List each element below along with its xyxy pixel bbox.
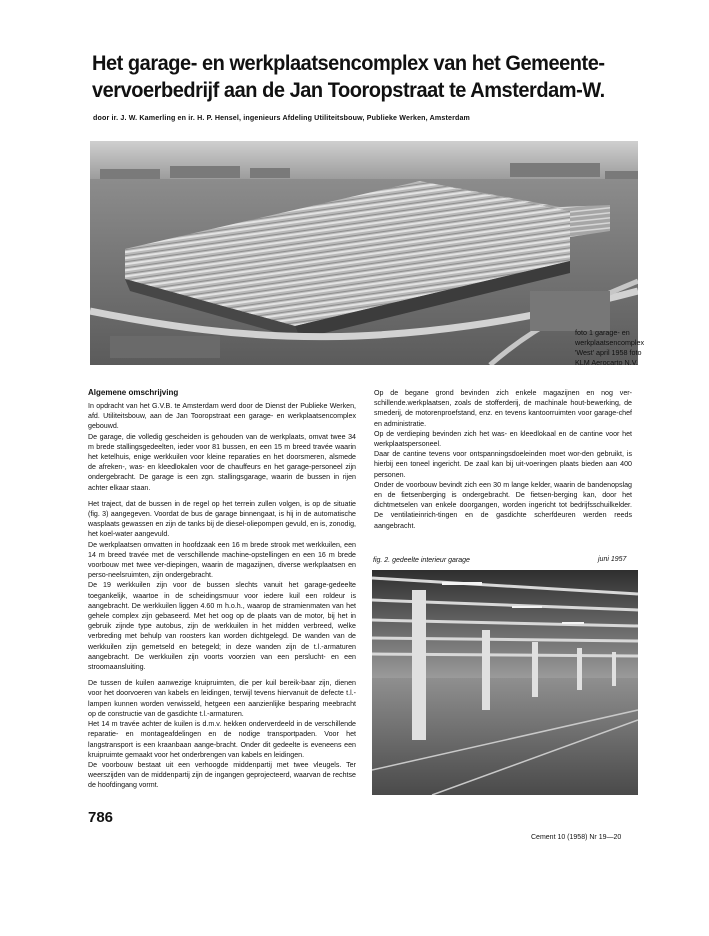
title-line-2: vervoerbedrijf aan de Jan Tooropstraat te Amsterdam-W. — [92, 78, 605, 102]
paragraph: De werkplaatsen omvatten in hoofdzaak een 16 m brede strook met werkkuilen, een 14 m breed travée met de verschillende machine-opstellingen en een 16 m brede voorbouw met twee ver-diepingen, waarin de magazijnen, diverse werkplaatsen en perso-neelsruimten, zijn ondergebracht. — [88, 540, 356, 580]
left-column-text — [88, 401, 356, 797]
journal-reference: Cement 10 (1958) Nr 19—20 — [531, 834, 622, 841]
article-title — [92, 50, 613, 104]
paragraph: De tussen de kuilen aanwezige kruipruimten, die per kuil bereik-baar zijn, dienen voor het doorvoeren van kabels en leidingen, terwijl tevens hiervanuit de defecte t.l.-lampen kunnen worden verwisseld, hetgeen een aanzienlijke besparing meebracht op de constructie van de gasdichte t.l.-armaturen. — [88, 679, 356, 718]
paragraph: Op de verdieping bevinden zich het was- en kleedlokaal en de cantine voor het werkplaatspersoneel. — [374, 429, 632, 449]
caption-line: foto 1 garage- en — [575, 328, 630, 337]
interior-garage-photo — [372, 570, 638, 795]
paragraph: Op de begane grond bevinden zich enkele magazijnen en nog ver-schillende.werkplaatsen, zoals de stofferderij, de machinale hout-bewerking, de smederij, de motorenproefstand, enz. en tevens kantoorruimten voor garage-chef en administratie. — [374, 389, 632, 428]
section-heading: Algemene omschrijving — [88, 388, 179, 397]
page-number: 786 — [88, 809, 114, 826]
photo-1-caption — [575, 328, 665, 368]
paragraph: Het traject, dat de bussen in de regel op het terrein zullen volgen, is op de situatie (fig. 3) aangegeven. Voordat de bus de garage binnengaat, is hij in de automatische wasplaats gewassen en zijn de tanks bij de diesel-oliepompen gevuld, en is, zonodig, het koel-water aangevuld. — [88, 499, 356, 539]
caption-line: 'West' april 1958 foto — [575, 348, 642, 357]
paragraph: Onder de voorbouw bevindt zich een 30 m lange kelder, waarin de bandenopslag en de fietsenberging is ondergebracht. De fietsen-berging kan, door het dichtmetselen van enkele doorgangen, worden ingericht tot bedrijfsschuilkelder. De ventilatieinrich-tingen en de gasdichte scherfdeuren werden reeds aangebracht. — [374, 480, 632, 530]
figure-2-date: juni 1957 — [598, 556, 627, 563]
paragraph: Het 14 m travée achter de kuilen is d.m.v. hekken onderverdeeld in de verschillende reparatie- en montageafdelingen en de nodige transportpaden. Voor het langstransport is een kraanbaan aange-bracht. Onder dit gedeelte is eveneens een kruipruimte gemaakt voor het onderbrengen van kabels en leidingen. — [88, 720, 356, 759]
aerial-photo-graphic — [90, 141, 638, 365]
right-column-text — [374, 388, 632, 531]
paragraph: In opdracht van het G.V.B. te Amsterdam werd door de Dienst der Publieke Werken, afd. Utiliteitsbouw, aan de Jan Tooropstraat een garage- en werkplaatsencomplex gebouwd. — [88, 402, 356, 431]
caption-line: werkplaatsencomplex — [575, 338, 645, 347]
paragraph: Daar de cantine tevens voor ontspanningsdoeleinden moet wor-den gebruikt, is hierbij een toneel ingericht. De zaal kan bij uit-voeringen plaats bieden aan 400 personen. — [374, 450, 632, 479]
aerial-photo — [90, 141, 638, 365]
paragraph: De voorbouw bestaat uit een verhoogde middenpartij met twee vleugels. Ter weerszijden van de middenpartij zijn de ingangen geprojecteerd, waarvan de rechtse de hoofdingang vormt. — [88, 760, 356, 790]
paragraph: De garage, die volledig gescheiden is gehouden van de werkplaats, omvat twee 34 m brede stallingsgedeelten, ieder voor 81 bussen, en een 15 m breed travée waarin het ketelhuis, enige werkkuilen voor kleine reparaties en het doorsmeren, alsmede de afreken-, was- en kleedlokalen voor de chauffeurs en het garage-personeel zijn ondergebracht. De garage is een zgn. stallingsgarage, waarin de bussen in rijen achter elkaar staan. — [88, 432, 356, 492]
title-line-1: Het garage- en werkplaatsencomplex van het Gemeente- — [92, 51, 605, 75]
paragraph: De 19 werkkuilen zijn voor de bussen slechts vanuit het garage-gedeelte toegankelijk, waartoe in de scheidingsmuur voor iedere kuil een roldeur is aangebracht. De werkkuilen liggen 4.60 m h.o.h., waarop de stramienmaten van het gehele complex zijn gebaseerd. Met het oog op de plaats van de motor, bij het in gebruik zijnde type autobus, zijn de werkkuilen in het midden verbreed, welke verbreding met behulp van roosters kan worden dichtgelegd. De wanden van de werkkuilen zijn gemetseld en betegeld; in deze wanden zijn de t.l.-armaturen aangebracht. De werkkuilen zijn voorts voorzien van een perslucht- en een stroomaansluiting. — [88, 581, 356, 672]
byline: door ir. J. W. Kamerling en ir. H. P. Hensel, ingenieurs Afdeling Utiliteitsbouw, Publieke Werken, Amsterdam — [93, 114, 471, 122]
caption-line: KLM Aerocarto N.V. — [575, 358, 638, 367]
interior-photo-graphic — [372, 570, 638, 795]
figure-2-caption: fig. 2. gedeelte interieur garage — [373, 557, 470, 564]
